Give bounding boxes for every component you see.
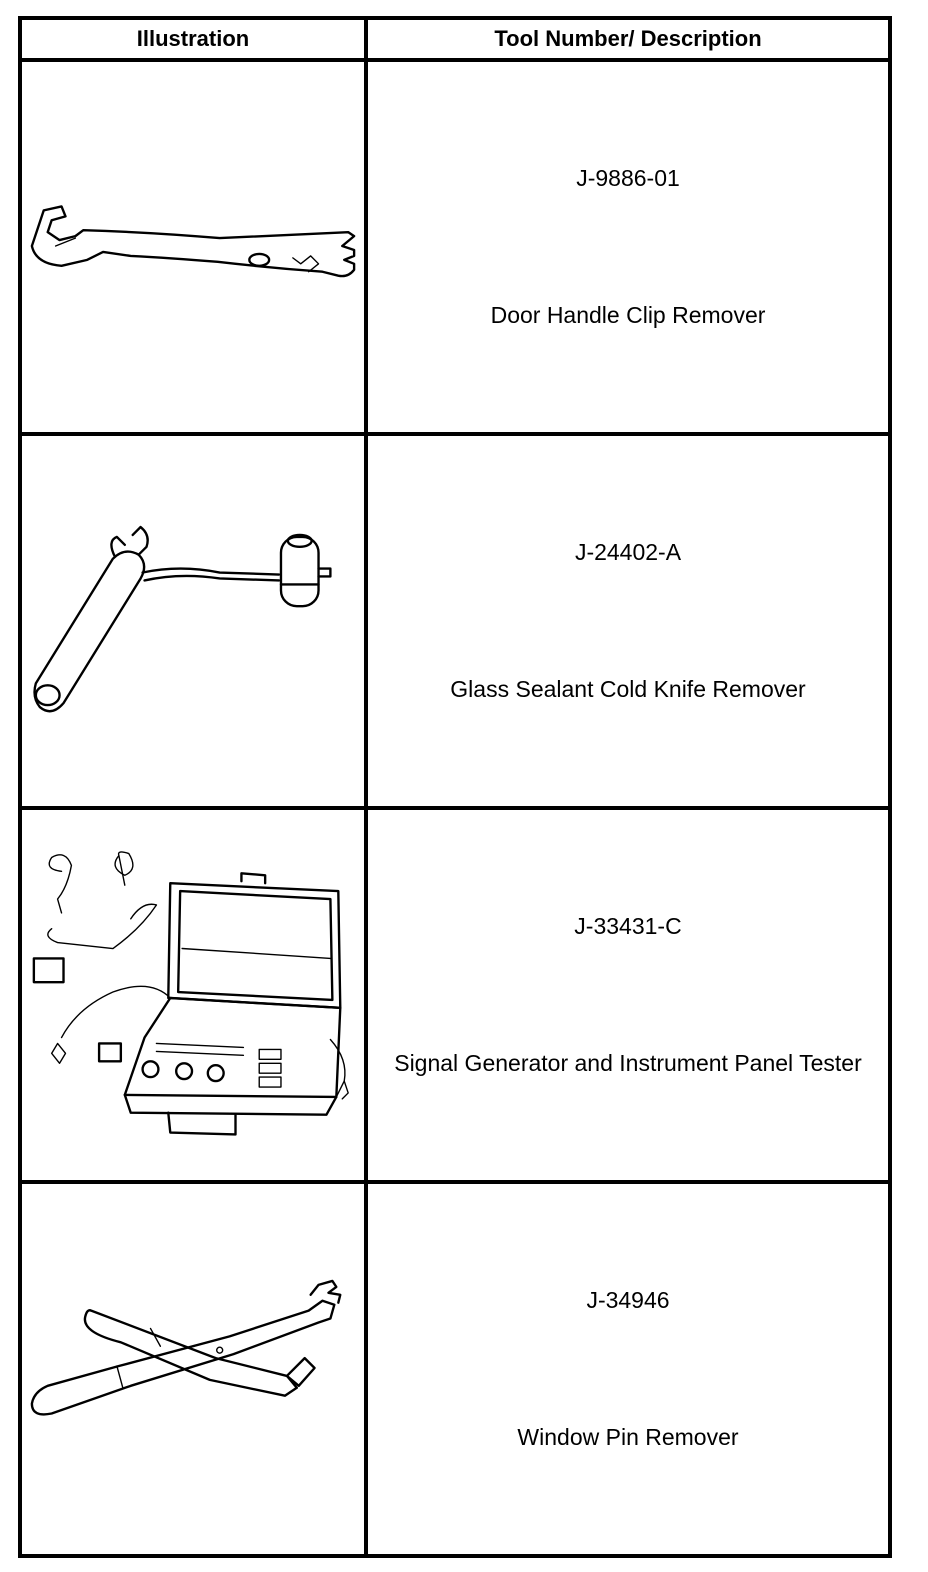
tester-case-icon <box>22 810 364 1180</box>
illustration-cell <box>20 434 366 808</box>
illustration-cell <box>20 1182 366 1556</box>
tool-number: J-34946 <box>586 1287 670 1313</box>
tool-description: Door Handle Clip Remover <box>490 302 766 328</box>
illustration-cell <box>20 808 366 1182</box>
table-row <box>20 434 890 808</box>
description-cell <box>366 808 890 1182</box>
tool-table <box>18 16 892 1558</box>
tool-number: J-24402-A <box>574 539 682 565</box>
table-row <box>20 1182 890 1556</box>
tool-description: Signal Generator and Instrument Panel Tester <box>394 1050 862 1076</box>
tool-number: J-9886-01 <box>576 165 680 191</box>
table-row <box>20 808 890 1182</box>
table-header-row <box>20 18 890 60</box>
illustration-cell <box>20 60 366 434</box>
pin-remover-icon <box>22 1184 364 1554</box>
header-illustration: Illustration <box>20 18 366 60</box>
description-cell <box>366 60 890 434</box>
tool-description: Window Pin Remover <box>517 1424 739 1450</box>
description-cell <box>366 1182 890 1556</box>
description-cell <box>366 434 890 808</box>
table-row <box>20 60 890 434</box>
tool-description: Glass Sealant Cold Knife Remover <box>450 676 806 702</box>
header-tool-description: Tool Number/ Description <box>366 18 890 60</box>
clip-remover-icon <box>22 62 364 432</box>
cold-knife-icon <box>22 436 364 806</box>
tool-number: J-33431-C <box>574 913 682 939</box>
